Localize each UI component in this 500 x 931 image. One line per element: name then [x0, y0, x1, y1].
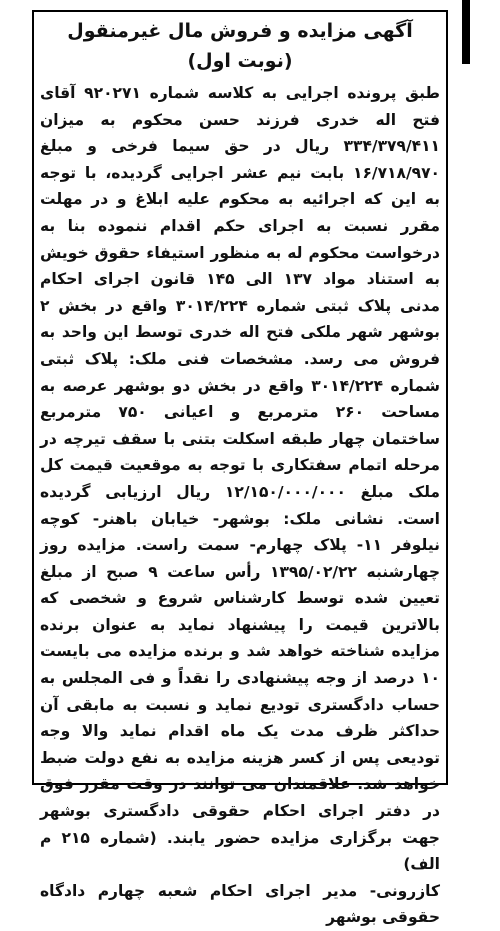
notice-body: طبق پرونده اجرایی به کلاسه شماره ۹۲۰۲۷۱ آقای فتح اله خدری فرزند حسن محکوم به میزان ۳۳۴/۳۷۹/۴۱۱ ریال در حق سیما فرخی و مبلغ ۱۶/۷۱۸/۹۷۰ بابت نیم عشر اجرایی گردیده، با توجه به این که اجرائیه به محکوم علیه ابلاغ و در مهلت مقرر نسبت به اجرای حکم اقدام ننموده بنا به درخواست محکوم له به منظور استیفاء حقوق خویش به استناد مواد ۱۳۷ الی ۱۴۵ قانون اجرای احکام مدنی پلاک ثبتی شماره ۳۰۱۴/۲۲۴ واقع در بخش ۲ بوشهر شهر ملکی فتح اله خدری توسط این واحد به فروش می رسد. مشخصات فنی ملک: پلاک ثبتی شماره ۳۰۱۴/۲۲۴ واقع در بخش دو بوشهر عرصه به مساحت ۲۶۰ مترمربع و اعیانی ۷۵۰ مترمربع ساختمان چهار طبقه اسکلت بتنی با سقف تیرچه در مرحله اتمام سفتکاری با توجه به موقعیت قیمت کل ملک مبلغ ۱۲/۱۵۰/۰۰۰/۰۰۰ ریال ارزیابی گردیده است. نشانی ملک: بوشهر- خیابان باهنر- کوچه نیلوفر ۱۱- پلاک چهارم- سمت راست. مزایده روز چهارشنبه ۱۳۹۵/۰۲/۲۲ رأس ساعت ۹ صبح از مبلغ تعیین شده توسط کارشناس شروع و شخصی که بالاترین قیمت را پیشنهاد نماید به عنوان برنده مزایده شناخته خواهد شد و برنده مزایده می بایست ۱۰ درصد از وجه پیشنهادی را نقداً و فی المجلس به حساب دادگستری تودیع نماید و نسبت به مابقی آن حداکثر ظرف مدت یک ماه اقدام نماید والا وجه تودیعی پس از کسر هزینه مزایده به نفع دولت ضبط خواهد شد. علاقمندان می توانند در وقت مقرر فوق در دفتر اجرای احکام حقوقی دادگستری بوشهر جهت برگزاری مزایده حضور یابند. (شماره ۲۱۵ م الف): [40, 84, 441, 874]
auction-notice: [40, 16, 441, 927]
notice-title: آگهی مزایده و فروش مال غیرمنقول (نوبت اول): [67, 20, 413, 72]
notice-frame: [32, 10, 448, 927]
page-edge-bar: [462, 0, 470, 64]
notice-signature: کازرونی- مدیر اجرای احکام شعبه چهارم دادگاه حقوقی بوشهر: [40, 881, 440, 927]
